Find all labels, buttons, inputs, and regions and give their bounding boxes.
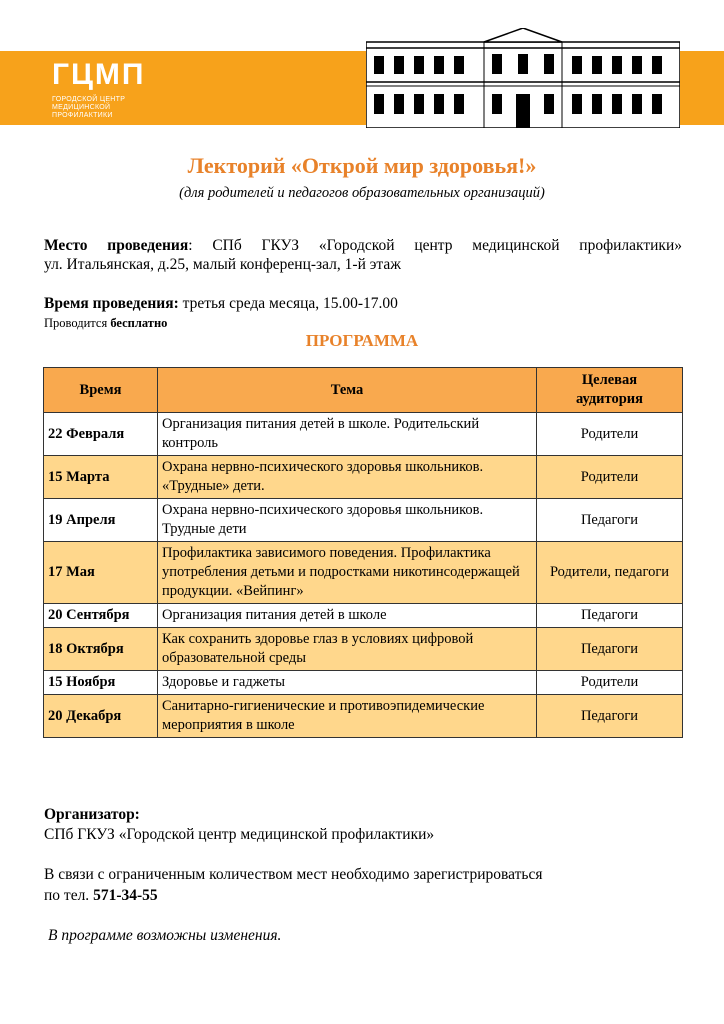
row-audience: Педагоги [537,499,683,542]
logo [52,60,145,120]
table-row [44,456,683,499]
row-date: 15 Ноября [44,671,158,695]
logo-line-1: ГОРОДСКОЙ ЦЕНТР [52,96,126,103]
registration-text: В связи с ограниченным количеством мест необходимо зарегистрироваться [44,866,543,883]
row-audience: Родители [537,413,683,456]
table-row [44,671,683,695]
table-row [44,413,683,456]
header-audience [537,368,683,413]
row-date: 17 Мая [44,542,158,604]
row-audience: Педагоги [537,604,683,628]
logo-line-3: ПРОФИЛАКТИКИ [52,112,113,119]
venue-address: ул. Итальянская, д.25, малый конференц-зал, 1-й этаж [44,256,401,273]
organizer-label: Организатор: [44,806,140,823]
header-date: Время [44,368,158,413]
logo-mark: ГЦМП [52,58,146,91]
venue-text: : СПб ГКУЗ «Городской центр медицинской профилактики» [188,237,682,254]
organizer-text: СПб ГКУЗ «Городской центр медицинской профилактики» [44,826,435,843]
row-date: 20 Сентября [44,604,158,628]
table-row [44,542,683,604]
phone-prefix: по тел. [44,887,94,904]
page-subtitle: (для родителей и педагогов образовательных организаций) [179,185,545,201]
registration-phone-line [44,887,158,905]
table-row [44,695,683,738]
page-title: Лекторий «Открой мир здоровья!» [187,153,537,178]
row-topic: Организация питания детей в школе. Родительский контроль [158,413,537,456]
row-topic: Охрана нервно-психического здоровья школьников. «Трудные» дети. [158,456,537,499]
time-label: Время проведения: [44,295,179,312]
schedule-table [43,367,683,738]
header-topic: Тема [158,368,537,413]
row-date: 15 Марта [44,456,158,499]
row-topic: Как сохранить здоровье глаз в условиях цифровой образовательной среды [158,628,537,671]
row-date: 19 Апреля [44,499,158,542]
row-topic: Санитарно-гигиенические и противоэпидемические мероприятия в школе [158,695,537,738]
row-date: 20 Декабря [44,695,158,738]
free-text: Проводится [44,316,111,330]
changes-note: В программе возможны изменения. [48,927,282,944]
header-audience-1: Целевая [581,372,638,388]
row-topic: Здоровье и гаджеты [158,671,537,695]
table-row [44,499,683,542]
row-date: 22 Февраля [44,413,158,456]
venue-label: Место проведения [44,237,189,254]
header-audience-2: аудитория [576,391,643,407]
row-topic: Профилактика зависимого поведения. Профилактика употребления детьми и подростками никотинсодержащей продукции. «Вейпинг» [158,542,537,604]
row-date: 18 Октября [44,628,158,671]
table-header-row [44,368,683,413]
row-audience: Родители, педагоги [537,542,683,604]
free-note [44,316,167,331]
row-topic: Охрана нервно-психического здоровья школьников. Трудные дети [158,499,537,542]
logo-line-2: МЕДИЦИНСКОЙ [52,104,111,111]
table-row [44,628,683,671]
row-audience: Педагоги [537,628,683,671]
row-audience: Родители [537,456,683,499]
row-topic: Организация питания детей в школе [158,604,537,628]
program-heading: ПРОГРАММА [305,331,419,350]
building-illustration [366,28,680,128]
logo-subtitle [52,96,145,120]
time-text: третья среда месяца, 15.00-17.00 [178,295,398,312]
phone-number: 571-34-55 [93,887,158,904]
free-bold: бесплатно [110,316,168,330]
table-row [44,604,683,628]
row-audience: Родители [537,671,683,695]
venue [44,235,682,256]
row-audience: Педагоги [537,695,683,738]
time [44,295,398,313]
